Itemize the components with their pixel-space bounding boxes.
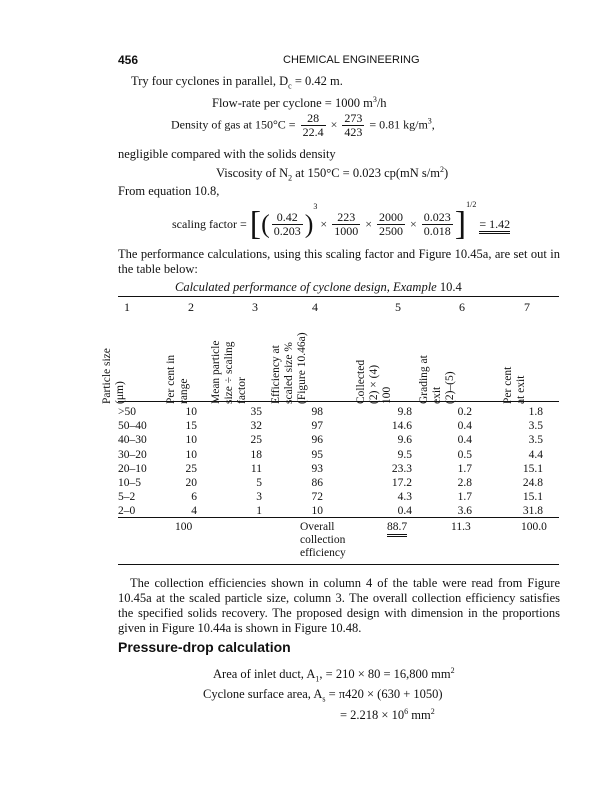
table-cell: 20	[185, 477, 197, 489]
total-exit: 100.0	[521, 521, 547, 533]
table-cell: 14.6	[391, 420, 412, 433]
table-cell: 32	[250, 420, 262, 433]
page-number: 456	[118, 53, 139, 67]
column-heading: Particle size (μm)	[101, 348, 126, 404]
table-cell: 10	[185, 406, 197, 418]
table-row	[118, 463, 559, 477]
table-cell: 86	[311, 477, 323, 489]
table-cell: 2–0	[118, 505, 136, 518]
table-cell: 23.3	[391, 462, 412, 475]
body-bottom-rule	[118, 517, 559, 518]
table-cell: 6	[191, 491, 197, 504]
table-cell: 9.5	[397, 448, 412, 461]
table-cell: 9.8	[397, 406, 412, 418]
table-cell: 3.5	[528, 420, 543, 433]
table-cell: >50	[118, 406, 136, 418]
table-caption: Calculated performance of cyclone design, Example 10.4	[175, 280, 462, 294]
table-row	[118, 420, 559, 434]
table-cell: 11	[250, 462, 262, 475]
table-cell: 1.8	[528, 406, 543, 418]
table-cell: 24.8	[522, 477, 543, 489]
column-number: 7	[524, 300, 530, 314]
scaling-factor-equation: scaling factor = [( $\frac{0.42}{0.203}$ )$^3$ × $\frac{223}{1000}$ × $\frac{2000}{2500}$ × $\frac{0.023}{0.018}$ ]$^{1/2}$ = 1.42	[172, 200, 511, 243]
from-equation-line: From equation 10.8,	[118, 184, 220, 198]
table-cell: 4.4	[528, 448, 543, 461]
column-heading: Per cent at exit	[502, 366, 527, 404]
cyclone-surface-area: Cyclone surface area, $A_s = \pi 420 \times (630 + 1050)$	[203, 687, 443, 704]
column-heading: Grading at exit (2)–(5)	[418, 355, 456, 404]
viscosity-line: Viscosity of $N_2$ at 150°C = 0.023 cp(mN $s/m^2$)	[216, 165, 449, 183]
table-cell: 35	[250, 406, 262, 418]
table-cell: 0.5	[457, 448, 472, 461]
table-cell: 10	[311, 505, 323, 518]
column-number: 5	[395, 300, 401, 314]
table-cell: 2.8	[457, 477, 472, 489]
table-cell: 5	[256, 477, 262, 489]
intro-line-cyclones: Try four cyclones in parallel, $D_c = 0.42$ m.	[131, 74, 343, 91]
table-cell: 1.7	[457, 491, 472, 504]
table-cell: 50–40	[118, 420, 147, 433]
column-heading: Mean particle size ÷ scaling factor	[210, 340, 248, 404]
column-number: 1	[124, 300, 130, 314]
performance-paragraph: The performance calculations, using this scaling factor and Figure 10.45a, are set out in the table below:	[118, 247, 560, 276]
table-cell: 93	[311, 462, 323, 475]
table-cell: 0.4	[397, 505, 412, 518]
table-cell: 0.4	[457, 420, 472, 433]
column-number: 4	[312, 300, 318, 314]
efficiency-paragraph: The collection efficiencies shown in column 4 of the table were read from Figure 10.45a at the scaled particle size, column 3. The overall collection efficiency satisfies the specified solids recovery. The proposed design with dimension in the proportions given in Figure 10.44a is shown in Figure 10.48.	[118, 576, 560, 635]
table-cell: 0.4	[457, 434, 472, 447]
table-cell: 95	[311, 448, 323, 461]
table-cell: 5–2	[118, 491, 136, 504]
total-percent: 100	[175, 521, 193, 533]
table-cell: 1.7	[457, 462, 472, 475]
table-cell: 30–20	[118, 448, 147, 461]
table-cell: 18	[250, 448, 262, 461]
table-cell: 97	[311, 420, 323, 433]
negligible-line: negligible compared with the solids density	[118, 147, 336, 161]
table-row	[118, 477, 559, 491]
table-cell: 3.6	[457, 505, 472, 518]
table-cell: 40–30	[118, 434, 147, 447]
table-cell: 4	[191, 505, 197, 518]
table-cell: 4.3	[397, 491, 412, 504]
table-cell: 25	[185, 462, 197, 475]
total-grading: 11.3	[451, 521, 471, 533]
table-cell: 15.1	[522, 462, 543, 475]
table-cell: 15	[185, 420, 197, 433]
table-cell: 10	[185, 448, 197, 461]
scaling-result: = 1.42	[479, 217, 510, 234]
table-cell: 15.1	[522, 491, 543, 504]
running-title: CHEMICAL ENGINEERING	[283, 54, 420, 66]
table-cell: 17.2	[391, 477, 412, 489]
table-cell: 10	[185, 434, 197, 447]
column-number: 6	[459, 300, 465, 314]
column-number: 3	[252, 300, 258, 314]
table-row	[118, 434, 559, 448]
table-row	[118, 491, 559, 505]
column-number: 2	[188, 300, 194, 314]
overall-label: Overall collection efficiency	[300, 521, 346, 559]
flow-rate-line: Flow-rate per cyclone = 1000 $m^3/h$	[212, 95, 387, 111]
header-bottom-rule	[118, 401, 559, 402]
table-top-rule	[118, 296, 559, 297]
column-heading: Efficiency at scaled size % (Figure 10.46a)	[270, 332, 308, 404]
table-cell: 98	[311, 406, 323, 418]
density-equation: Density of gas at 150°C = $\frac{28}{22.4}$ × $\frac{273}{423}$ = 0.81 $kg/m^3$,	[171, 111, 435, 139]
table-cell: 9.6	[397, 434, 412, 447]
column-heading: Collected (2) × (4) 100	[355, 359, 393, 404]
table-cell: 31.8	[522, 505, 543, 518]
section-title: Pressure-drop calculation	[118, 639, 291, 655]
table-cell: 1	[256, 505, 262, 518]
table-bottom-rule	[118, 564, 559, 565]
column-heading: Per cent in range	[165, 354, 190, 404]
table-cell: 10–5	[118, 477, 141, 489]
table-cell: 0.2	[457, 406, 472, 418]
table-cell: 25	[250, 434, 262, 447]
table-row	[118, 406, 559, 420]
table-row	[118, 449, 559, 463]
table-cell: 20–10	[118, 462, 147, 475]
surface-area-result: = $2.218 \times 10^6$ $mm^2$	[340, 707, 435, 723]
table-cell: 3.5	[528, 434, 543, 447]
table-cell: 72	[311, 491, 323, 504]
table-cell: 96	[311, 434, 323, 447]
overall-efficiency-value: 88.7	[387, 521, 407, 537]
inlet-duct-area: Area of inlet duct, $A_1$, = 210 × 80 = 16,800 $mm^2$	[213, 666, 455, 684]
table-cell: 3	[256, 491, 262, 504]
